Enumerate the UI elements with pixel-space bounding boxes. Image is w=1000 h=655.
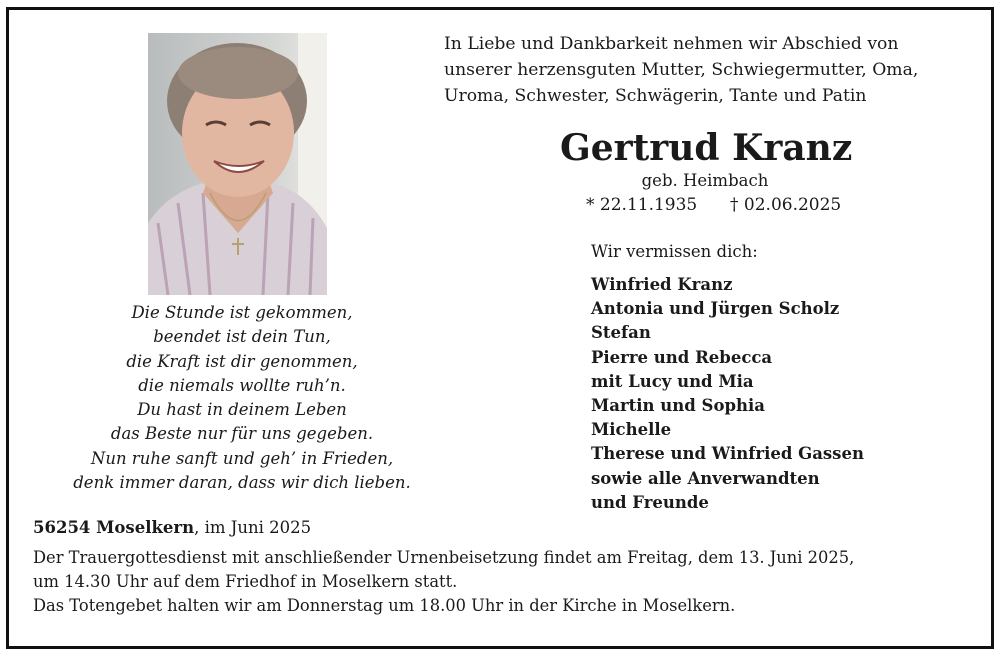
miss-heading: Wir vermissen dich: xyxy=(591,242,758,261)
service-line: Das Totengebet halten wir am Donnerstag um 18.00 Uhr in der Kirche in Moselkern. xyxy=(33,596,736,616)
place-month: , im Juni 2025 xyxy=(194,518,312,537)
death-date: † 02.06.2025 xyxy=(730,195,842,215)
mourner: mit Lucy und Mia xyxy=(591,371,754,391)
intro-text xyxy=(444,31,964,109)
poem-line: das Beste nur für uns gegeben. xyxy=(110,424,374,444)
mourners-list xyxy=(591,273,864,515)
poem-line: denk immer daran, dass wir dich lieben. xyxy=(73,473,411,493)
poem-line: Nun ruhe sanft und geh’ in Frieden, xyxy=(90,448,394,468)
place-location: 56254 Moselkern xyxy=(33,518,195,537)
mourner: Antonia und Jürgen Scholz xyxy=(591,299,840,319)
birth-date: * 22.11.1935 xyxy=(586,195,698,215)
place-date xyxy=(33,516,311,540)
service-line: Der Trauergottesdienst mit anschließender Urnenbeisetzung findet am Freitag, dem 13. Juni 2025, xyxy=(33,548,855,567)
intro-line: unserer herzensguten Mutter, Schwiegermutter, Oma, xyxy=(444,60,919,80)
mourner: Therese und Winfried Gassen xyxy=(591,444,864,464)
poem-line: beendet ist dein Tun, xyxy=(153,327,331,347)
poem xyxy=(32,301,452,495)
service-line: um 14.30 Uhr auf dem Friedhof in Moselkern statt. xyxy=(33,572,458,592)
intro-line: In Liebe und Dankbarkeit nehmen wir Abschied von xyxy=(444,34,899,54)
poem-line: die niemals wollte ruh’n. xyxy=(138,375,346,395)
mourner: Martin und Sophia xyxy=(591,396,765,416)
poem-line: Die Stunde ist gekommen, xyxy=(131,303,353,322)
service-info xyxy=(33,546,854,619)
poem-line: Du hast in deinem Leben xyxy=(137,400,347,420)
mourner: Winfried Kranz xyxy=(591,275,733,294)
mourner: sowie alle Anverwandten xyxy=(591,468,820,488)
deceased-name: Gertrud Kranz xyxy=(560,127,853,169)
mourner: Pierre und Rebecca xyxy=(591,347,773,367)
poem-line: die Kraft ist dir genommen, xyxy=(126,351,358,371)
birth-name: geb. Heimbach xyxy=(641,171,769,190)
mourner: und Freunde xyxy=(591,492,709,512)
mourner: Stefan xyxy=(591,323,651,343)
intro-line: Uroma, Schwester, Schwägerin, Tante und Patin xyxy=(444,86,867,106)
portrait-photo xyxy=(148,33,327,295)
mourner: Michelle xyxy=(591,420,672,440)
